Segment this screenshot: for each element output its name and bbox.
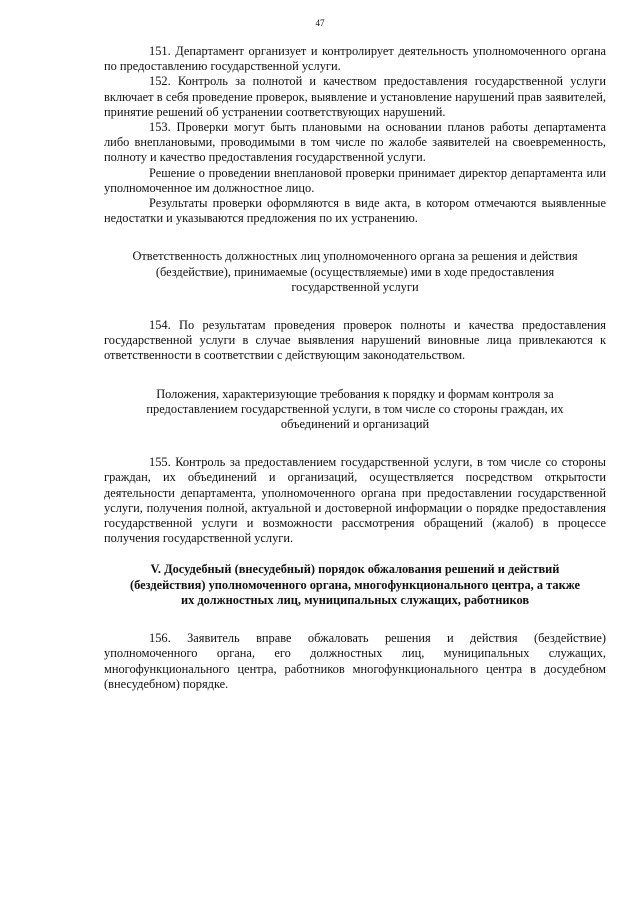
spacer <box>104 226 606 249</box>
spacer <box>104 608 606 631</box>
heading-responsibility: Ответственность должностных лиц уполномоченного органа за решения и действия (бездействие), принимаемые (осуществляемые) ими в ходе предоставления государственной услуги <box>132 249 578 294</box>
heading-control-provisions: Положения, характеризующие требования к порядку и формам контроля за предоставлением государственной услуги, в том числе со стороны граждан, их объединений и организаций <box>146 386 564 432</box>
spacer <box>104 546 606 562</box>
spacer <box>104 432 606 455</box>
paragraph-154: 154. По результатам проведения проверок полноты и качества предоставления государственной услуги в случае выявления нарушений виновные лица привлекаются к ответственности в соответствии с действующим законодательством. <box>104 318 606 363</box>
paragraph-156: 156. Заявитель вправе обжаловать решения и действия (бездействие) уполномоченного органа, его должностных лиц, муниципальных служащих, многофункционального центра, работников многофункционального центра в досудебном (внесудебном) порядке. <box>104 631 606 691</box>
document-body <box>104 44 606 692</box>
page-number: 47 <box>315 18 325 28</box>
paragraph-152: 152. Контроль за полнотой и качеством предоставления государственной услуги включает в себя проведение проверок, выявление и установление нарушений прав заявителей, принятие решений об устранении соответствующих нарушений. <box>104 74 606 119</box>
paragraph-153: 153. Проверки могут быть плановыми на основании планов работы департамента либо внеплановыми, проводимыми в том числе по жалобе заявителей на своевременность, полноту и качество предоставления государственной услуги. <box>104 120 606 165</box>
spacer <box>104 295 606 318</box>
heading-section-v: V. Досудебный (внесудебный) порядок обжалования решений и действий (бездействия) уполномоченного органа, многофункционального центра, а также их должностных лиц, муниципальных служащих, работников <box>129 562 581 607</box>
paragraph-unscheduled-inspection-decision: Решение о проведении внеплановой проверки принимает директор департамента или уполномоченное им должностное лицо. <box>104 165 606 195</box>
paragraph-151: 151. Департамент организует и контролирует деятельность уполномоченного органа по предоставлению государственной услуги. <box>104 44 606 74</box>
paragraph-inspection-results: Результаты проверки оформляются в виде акта, в котором отмечаются выявленные недостатки и указываются предложения по их устранению. <box>104 196 606 226</box>
spacer <box>104 364 606 387</box>
paragraph-155: 155. Контроль за предоставлением государственной услуги, в том числе со стороны граждан, их объединений и организаций, осуществляется посредством открытости деятельности департамента, уполномоченного органа при предоставлении государственной услуги, получения полной, актуальной и достоверной информации о порядке предоставления государственной услуги и возможности рассмотрения обращений (жалоб) в процессе получения государственной услуги. <box>104 455 606 546</box>
